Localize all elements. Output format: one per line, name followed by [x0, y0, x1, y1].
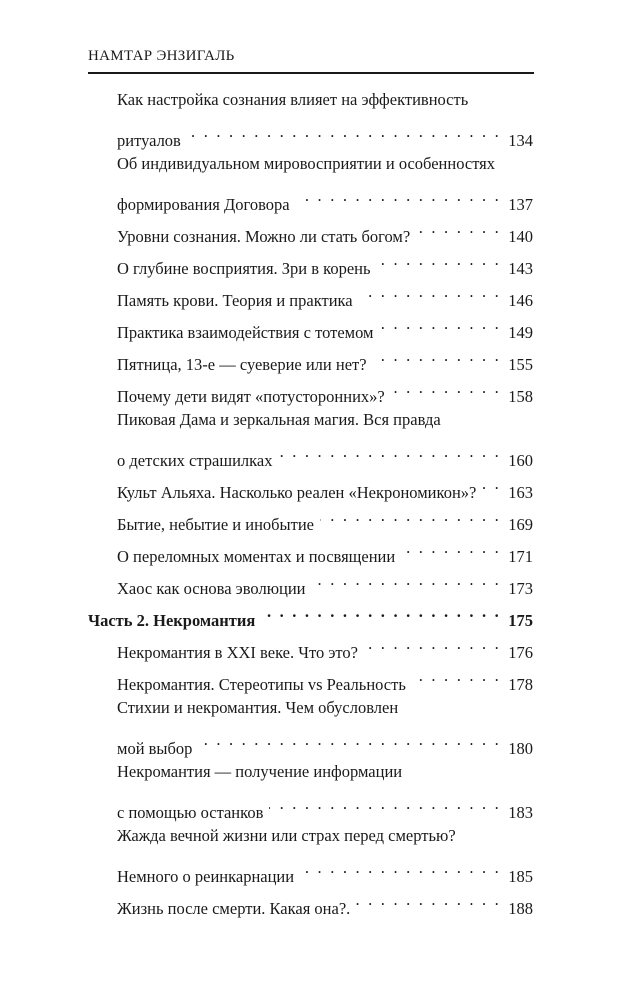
dot-leader: [401, 534, 501, 562]
toc-line: [117, 86, 533, 114]
toc-line: [117, 182, 533, 214]
toc-page-number: 183: [508, 803, 533, 822]
toc-page-number: 176: [508, 643, 533, 662]
toc-page-number: 180: [508, 739, 533, 758]
toc-line: [117, 214, 533, 246]
toc-line: [117, 630, 533, 662]
toc-line: [117, 694, 533, 722]
toc-line: [117, 822, 533, 850]
toc-entry-title: Жизнь после смерти. Какая она?.: [117, 899, 351, 918]
dot-leader: [198, 726, 501, 754]
dot-leader: [261, 598, 501, 626]
dot-leader: [320, 502, 501, 530]
dot-leader: [391, 374, 501, 402]
toc-line: [117, 662, 533, 694]
toc-page-number: 173: [508, 579, 533, 598]
running-head: НАМТАР ЭНЗИГАЛЬ: [88, 48, 235, 64]
toc-page-number: 137: [508, 195, 533, 214]
toc-line: [117, 854, 533, 886]
toc-entry-title: о детских страшилках: [117, 451, 273, 470]
toc-line: [117, 438, 533, 470]
toc-entry-title: с помощью останков: [117, 803, 264, 822]
toc-entry-title: Культ Альяха. Насколько реален «Некрономикон»?: [117, 483, 477, 502]
toc-entry-title: Бытие, небытие и инобытие: [117, 515, 315, 534]
toc-page-number: 149: [508, 323, 533, 342]
toc-entry-title: Об индивидуальном мировосприятии и особенностях: [117, 154, 496, 173]
toc-page-number: 160: [508, 451, 533, 470]
toc-line: [117, 790, 533, 822]
toc-entry-title: Пиковая Дама и зеркальная магия. Вся правда: [117, 410, 441, 429]
toc-entry-title: Хаос как основа эволюции: [117, 579, 306, 598]
toc-entry-title: Стихии и некромантия. Чем обусловлен: [117, 698, 399, 717]
dot-leader: [359, 278, 501, 306]
toc-page-number: 158: [508, 387, 533, 406]
toc-entry-title: Практика взаимодействия с тотемом: [117, 323, 374, 342]
toc-entry-title: Пятница, 13-е — суеверие или нет?: [117, 355, 367, 374]
toc-line: [117, 150, 533, 178]
toc-page-number: 155: [508, 355, 533, 374]
toc-page-number: 134: [508, 131, 533, 150]
toc-line: [117, 118, 533, 150]
toc-line: [117, 374, 533, 406]
dot-leader: [412, 662, 501, 690]
dot-leader: [356, 886, 501, 914]
toc-line: [117, 246, 533, 278]
dot-leader: [364, 630, 501, 658]
toc-page-number: 171: [508, 547, 533, 566]
toc-line: [117, 310, 533, 342]
toc-entry-title: Почему дети видят «потусторонних»?: [117, 387, 385, 406]
dot-leader: [482, 470, 501, 498]
toc-line: [117, 502, 533, 534]
toc-line: [117, 534, 533, 566]
toc-page-number: 163: [508, 483, 533, 502]
toc-entry-title: мой выбор: [117, 739, 193, 758]
toc-line: [117, 406, 533, 434]
toc-line: [117, 886, 533, 918]
dot-leader: [312, 566, 501, 594]
toc-entry-title: ритуалов: [117, 131, 181, 150]
toc-entry-title: Память крови. Теория и практика: [117, 291, 353, 310]
dot-leader: [416, 214, 501, 242]
dot-leader: [373, 342, 501, 370]
toc-page-number: 175: [508, 611, 533, 630]
dot-leader: [269, 790, 501, 818]
toc-page-number: 178: [508, 675, 533, 694]
dot-leader: [377, 246, 501, 274]
toc-entry-title: О глубине восприятия. Зри в корень: [117, 259, 371, 278]
toc-line: [117, 342, 533, 374]
toc-entry-title: Некромантия в XXI веке. Что это?: [117, 643, 358, 662]
toc-entry-title: Некромантия — получение информации: [117, 762, 403, 781]
toc-entry-title: формирования Договора: [117, 195, 290, 214]
toc-entry-title: Немного о реинкарнации: [117, 867, 295, 886]
toc-part-title: Часть 2. Некромантия: [88, 611, 256, 630]
toc-entry-title: Уровни сознания. Можно ли стать богом?: [117, 227, 411, 246]
toc-page-number: 140: [508, 227, 533, 246]
toc-page-number: 169: [508, 515, 533, 534]
dot-leader: [379, 310, 501, 338]
toc-entry-title: Жажда вечной жизни или страх перед смертью?: [117, 826, 456, 845]
toc-page-number: 146: [508, 291, 533, 310]
toc-line: [117, 726, 533, 758]
toc-line: [117, 470, 533, 502]
toc-line: [117, 758, 533, 786]
dot-leader: [296, 182, 501, 210]
dot-leader: [278, 438, 501, 466]
toc-page-number: 188: [508, 899, 533, 918]
toc-page-number: 185: [508, 867, 533, 886]
header-rule: [88, 72, 534, 74]
toc-line: [117, 566, 533, 598]
toc-line: [117, 278, 533, 310]
dot-leader: [300, 854, 501, 882]
dot-leader: [187, 118, 501, 146]
toc-entry-title: Некромантия. Стереотипы vs Реальность: [117, 675, 406, 694]
toc-entry-title: О переломных моментах и посвящении: [117, 547, 396, 566]
toc-page-number: 143: [508, 259, 533, 278]
toc-part-heading: [88, 598, 533, 630]
toc-entry-title: Как настройка сознания влияет на эффективность: [117, 90, 469, 109]
